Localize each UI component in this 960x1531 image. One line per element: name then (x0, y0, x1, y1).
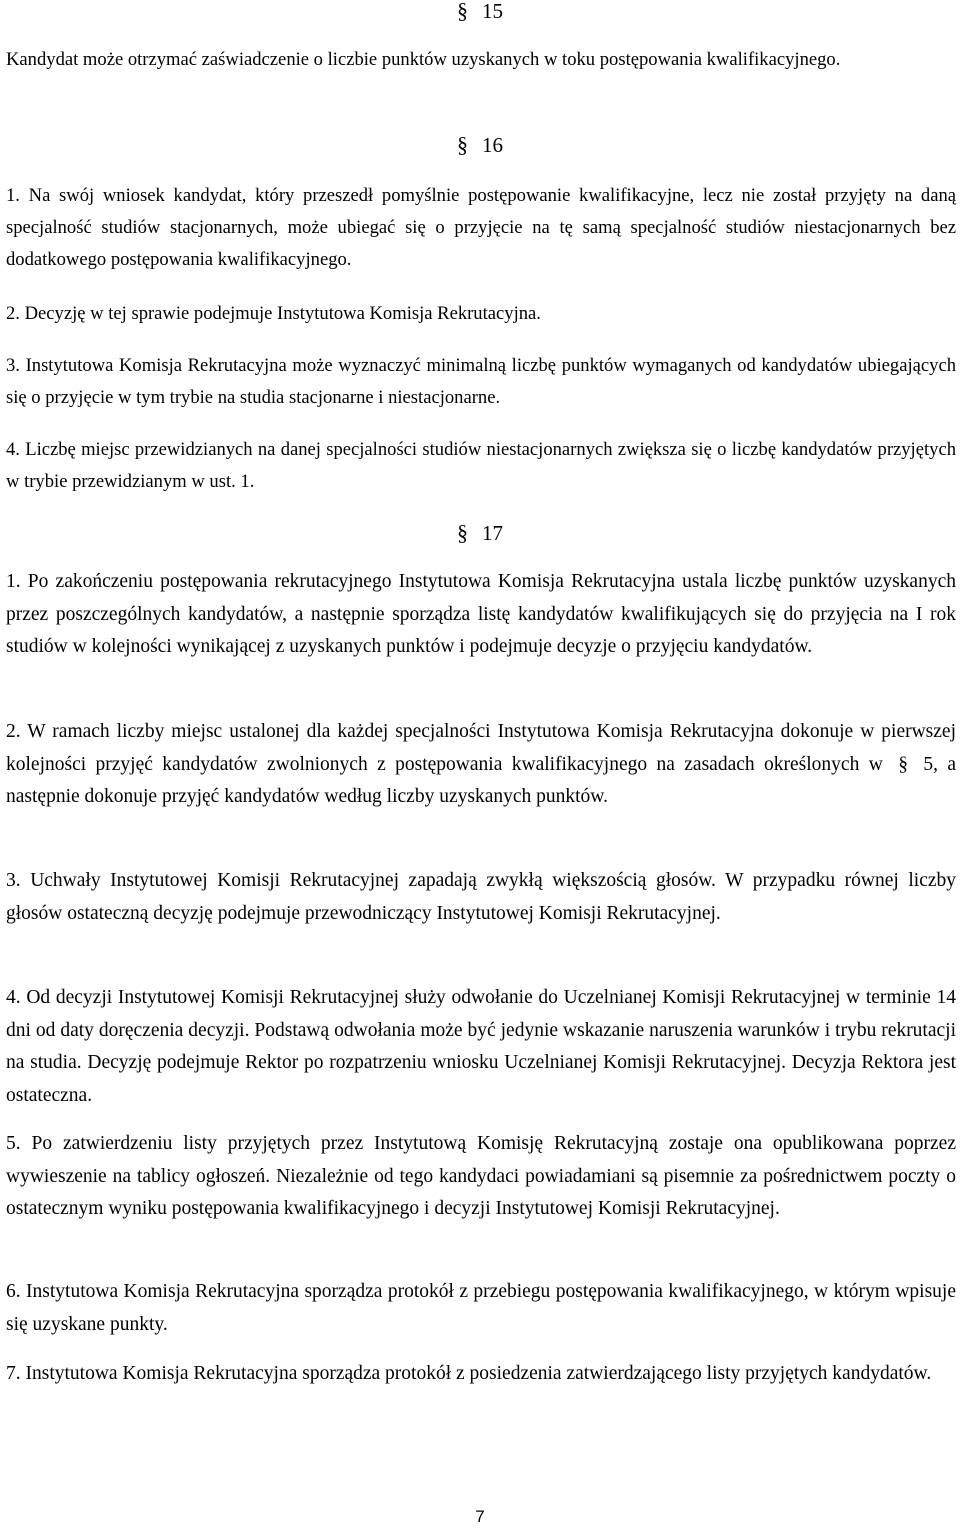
section-symbol: § (457, 520, 468, 545)
section-17-paragraph-2 (6, 716, 956, 814)
section-symbol: § (457, 132, 468, 157)
section-symbol: § (457, 0, 468, 23)
section-17-paragraph-5: 5. Po zatwierdzeniu listy przyjętych przez Instytutową Komisję Rekrutacyjną zostaje ona opublikowana poprzez wywieszenie na tablicy ogłoszeń. Niezależnie od tego kandydaci powiadamiani są pisemnie za pośrednictwem poczty o ostatecznym wyniku postępowania kwalifikacyjnego i decyzji Instytutowej Komisji Rekrutacyjnej. (6, 1133, 956, 1219)
section-15-paragraph: Kandydat może otrzymać zaświadczenie o liczbie punktów uzyskanych w toku postępowania kwalifikacyjnego. (6, 49, 841, 70)
page-number: 7 (475, 1507, 485, 1526)
section-16-paragraph-4: 4. Liczbę miejsc przewidzianych na danej specjalności studiów niestacjonarnych zwiększa się o liczbę kandydatów przyjętych w trybie przewidzianym w ust. 1. (6, 439, 956, 492)
paragraph-text: 2. W ramach liczby miejsc ustalonej dla każdej specjalności Instytutowa Komisja Rekrutacyjna dokonuje w pierwszej kolejności przyjęć kandydatów zwolnionych z postępowania kwalifikacyjnego na zasadach określonych w (6, 721, 956, 775)
section-symbol: § (898, 753, 908, 775)
section-17-paragraph-1: 1. Po zakończeniu postępowania rekrutacyjnego Instytutowa Komisja Rekrutacyjna ustala liczbę punktów uzyskanych przez poszczególnych kandydatów, a następnie sporządza listę kandydatów kwalifikujących się do przyjęcia na I rok studiów w kolejności wynikającej z uzyskanych punktów i podejmuje decyzje o przyjęciu kandydatów. (6, 571, 956, 657)
section-number: 17 (482, 521, 503, 545)
section-heading-17 (0, 522, 960, 544)
section-17-paragraph-7: 7. Instytutowa Komisja Rekrutacyjna sporządza protokół z posiedzenia zatwierdzającego listy przyjętych kandydatów. (6, 1363, 932, 1384)
section-heading-15 (0, 0, 960, 22)
section-16-paragraph-1: 1. Na swój wniosek kandydat, który przeszedł pomyślnie postępowanie kwalifikacyjne, lecz nie został przyjęty na daną specjalność studiów stacjonarnych, może ubiegać się o przyjęcie na tę samą specjalność studiów niestacjonarnych bez dodatkowego postępowania kwalifikacyjnego. (6, 185, 956, 270)
section-17-paragraph-3: 3. Uchwały Instytutowej Komisji Rekrutacyjnej zapadają zwykłą większością głosów. W przypadku równej liczby głosów ostateczną decyzję podejmuje przewodniczący Instytutowej Komisji Rekrutacyjnej. (6, 870, 956, 924)
section-17-paragraph-4: 4. Od decyzji Instytutowej Komisji Rekrutacyjnej służy odwołanie do Uczelnianej Komisji Rekrutacyjnej w terminie 14 dni od daty doręczenia decyzji. Podstawą odwołania może być jedynie wskazanie naruszenia warunków i trybu rekrutacji na studia. Decyzję podejmuje Rektor po rozpatrzeniu wniosku Uczelnianej Komisji Rekrutacyjnej. Decyzja Rektora jest ostateczna. (6, 987, 956, 1106)
section-16-paragraph-3: 3. Instytutowa Komisja Rekrutacyjna może wyznaczyć minimalną liczbę punktów wymaganych od kandydatów ubiegających się o przyjęcie w tym trybie na studia stacjonarne i niestacjonarne. (6, 355, 956, 408)
section-17-paragraph-6: 6. Instytutowa Komisja Rekrutacyjna sporządza protokół z przebiegu postępowania kwalifikacyjnego, w którym wpisuje się uzyskane punkty. (6, 1281, 956, 1335)
paragraph-text: 5, a następnie dokonuje przyjęć kandydatów według liczby uzyskanych punktów. (6, 753, 957, 807)
section-heading-16 (0, 134, 960, 156)
section-number: 15 (482, 0, 503, 23)
section-number: 16 (482, 133, 503, 157)
section-16-paragraph-2: 2. Decyzję w tej sprawie podejmuje Instytutowa Komisja Rekrutacyjna. (6, 303, 541, 324)
